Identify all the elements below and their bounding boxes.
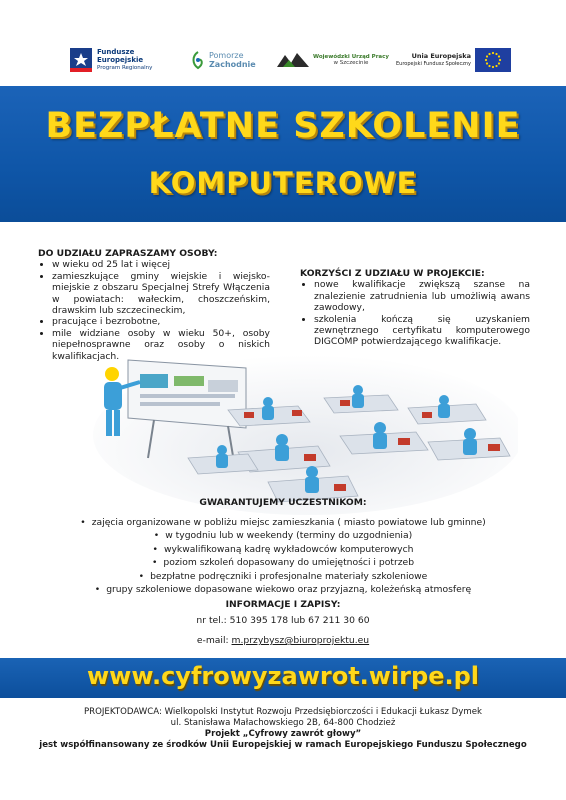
pz-line2: Zachodnie	[209, 60, 256, 69]
fe-line3: Program Regionalny	[97, 65, 153, 71]
list-item: • wykwalifikowaną kadrę wykładowców komputerowych	[0, 543, 566, 556]
fe-line2: Europejskie	[97, 56, 144, 64]
fe-star-icon	[70, 48, 92, 72]
ue-line2: Europejski Fundusz Społeczny	[396, 61, 471, 67]
participants-section	[38, 248, 270, 362]
fe-line1: Fundusze	[97, 48, 135, 56]
participants-list	[38, 259, 270, 362]
classroom-illustration	[78, 340, 518, 515]
list-item: • bezpłatne podręczniki i profesjonalne materiały szkoleniowe	[0, 570, 566, 583]
wup-line2: w Szczecinie	[333, 60, 369, 66]
contact-phone: nr tel.: 510 395 178 lub 67 211 30 60	[196, 615, 370, 626]
eu-flag-icon	[475, 48, 511, 72]
footer-line1: PROJEKTODAWCA: Wielkopolski Instytut Rozwoju Przedsiębiorczości i Edukacji Łukasz Dymek	[83, 707, 483, 717]
wup-line1: Wojewódzki Urząd Pracy	[313, 53, 389, 60]
wup-logo	[277, 40, 389, 80]
benefits-heading: KORZYŚCI Z UDZIAŁU W PROJEKCIE:	[300, 268, 485, 279]
title-line2: KOMPUTEROWE	[148, 166, 418, 200]
guarantees-heading: GWARANTUJEMY UCZESTNIKOM:	[199, 497, 367, 508]
website-url[interactable]: www.cyfrowyzawrot.wirpe.pl	[86, 662, 479, 690]
list-item: • mile widziane osoby w wieku 50+, osoby niepełnosprawne oraz osoby o niskich kwalifikacjach.	[52, 328, 270, 362]
participants-heading: DO UDZIAŁU ZAPRASZAMY OSOBY:	[38, 248, 218, 259]
footer-line4: jest współfinansowany ze środków Unii Europejskiej w ramach Europejskiego Funduszu Społecznego	[39, 740, 527, 750]
fundusze-europejskie-logo	[70, 40, 152, 80]
contact-heading: INFORMACJE I ZAPISY:	[225, 599, 341, 610]
list-item: • pracujące i bezrobotne,	[52, 316, 270, 327]
title-line1: BEZPŁATNE SZKOLENIE	[45, 106, 521, 146]
contact-email-line	[0, 634, 566, 647]
email-label: e-mail:	[196, 635, 232, 646]
list-item: • zamieszkujące gminy wiejskie i wiejsko-miejskie z obszaru Specjalnej Strefy Włączenia w powiatach: wałeckim, choszczeńskim, drawskim lub szczecineckim,	[52, 271, 270, 317]
list-item: • nowe kwalifikacje zwiększą szanse na znalezienie zatrudnienia lub umożliwią awans zawodowy,	[314, 279, 530, 313]
list-item: • w tygodniu lub w weekendy (terminy do uzgodnienia)	[0, 529, 566, 542]
list-item: • poziom szkoleń dopasowany do umiejętności i potrzeb	[0, 556, 566, 569]
pz-swirl-icon	[190, 50, 206, 70]
benefits-list	[300, 279, 530, 347]
footer-line3: Projekt „Cyfrowy zawrót głowy”	[204, 729, 362, 739]
benefits-section	[300, 268, 530, 348]
logo-bar	[0, 40, 566, 80]
list-item: • szkolenia kończą się uzyskaniem zewnętrznego certyfikatu komputerowego DIGCOMP potwierdzającego kwalifikacje.	[314, 314, 530, 348]
list-item: • w wieku od 25 lat i więcej	[52, 259, 270, 270]
guarantees-list	[0, 516, 566, 596]
ue-line1: Unia Europejska	[411, 52, 471, 60]
list-item: • grupy szkoleniowe dopasowane wiekowo oraz przyjazną, koleżeńską atmosferę	[0, 583, 566, 596]
footer-line2: ul. Stanisława Małachowskiego 2B, 64-800 Chodzież	[170, 718, 396, 728]
pz-line1: Pomorze	[209, 51, 244, 60]
unia-europejska-logo	[396, 40, 511, 80]
pomorze-zachodnie-logo	[190, 40, 256, 80]
list-item: • zajęcia organizowane w pobliżu miejsc zamieszkania ( miasto powiatowe lub gminne)	[0, 516, 566, 529]
guarantees-section	[0, 516, 566, 596]
wup-mountain-icon	[277, 51, 309, 69]
email-link[interactable]: m.przybysz@biuroprojektu.eu	[231, 635, 370, 646]
